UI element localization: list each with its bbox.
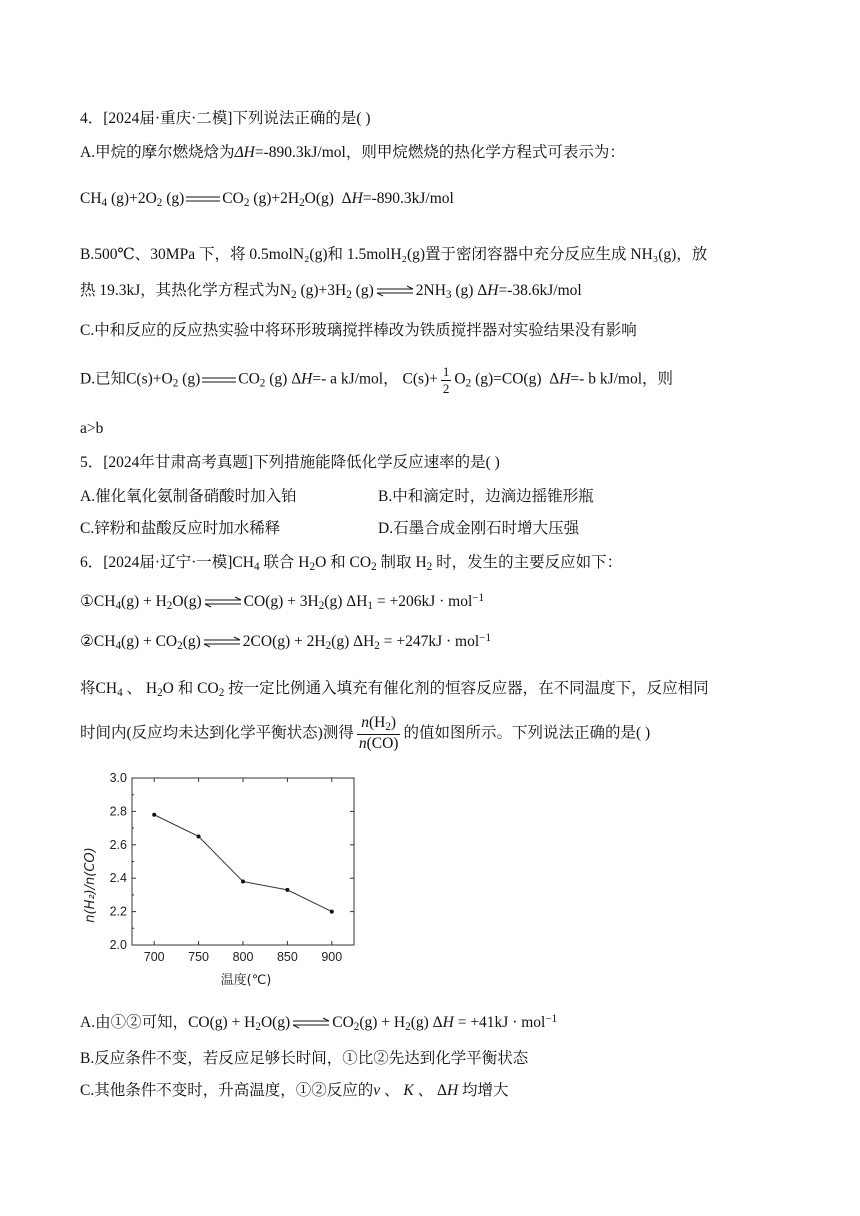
y-tick-label: 2.4 — [109, 871, 127, 886]
q6-r2-value: = +247kJ · mol — [383, 633, 480, 651]
q6-header-mid1: 联合 — [263, 554, 295, 571]
x-tick-label: 850 — [276, 950, 298, 964]
q6-a-text-pre: A.由①②可知， — [80, 1014, 189, 1031]
q4-b-text-pre: 热 19.3kJ，其热化学方程式为 — [80, 282, 280, 299]
q5-option-a: A.催化氧化氨制备硝酸时加入铂 — [80, 488, 297, 505]
q6-option-c: C.其他条件不变时，升高温度，①②反应的v 、 K 、 ΔH 均增大 — [80, 1082, 509, 1099]
y-axis-ticks — [110, 771, 354, 952]
q6-intro1-pre: 将 — [80, 680, 96, 697]
q6-intro2-pre: 时间内(反应均未达到化学平衡状态)测得 — [80, 724, 354, 742]
x-tick-label: 900 — [321, 950, 343, 964]
y-tick-label: 2.0 — [109, 938, 127, 952]
y-tick-label: 2.6 — [109, 837, 127, 852]
q6-option-b: B.反应条件不变，若反应足够长时间，①比②先达到化学平衡状态 — [80, 1050, 529, 1067]
data-point — [330, 910, 334, 914]
q5-option-d: D.石墨合成金刚石时增大压强 — [378, 520, 580, 537]
q4-option-b-line1: B.500℃、30MPa 下，将 0.5molN₂(g)和 1.5molH₂(g)置于密闭容器中充分反应生成 NH₃(g)，放 — [80, 246, 708, 263]
q4-option-c: C.中和反应的反应热实验中将环形玻璃搅拌棒改为铁质搅拌器对实验结果没有影响 — [80, 322, 637, 339]
data-point — [241, 880, 245, 884]
q4-d-text-pre: D.已知 — [80, 370, 127, 388]
q6-intro-line2: 时间内(反应均未达到化学平衡状态)测得 $\frac{n(H_2)}{n(CO)}$ 的值如图所示。下列说法正确的是( ) — [80, 714, 651, 753]
q5-header: 5．[2024年甘肃高考真题]下列措施能降低化学反应速率的是( ) — [80, 454, 500, 471]
y-tick-label: 2.8 — [109, 804, 127, 819]
data-point — [152, 813, 156, 817]
q4-a-eq-value: =-890.3kJ/mol — [362, 190, 454, 207]
q4-a-equation: $CH_4$ $(g)+2O_2$ (g) $CO_2$ $(g)+2H_2O(g)$ ΔH=-890.3kJ/mol — [80, 190, 454, 209]
series-line — [154, 815, 332, 912]
q6-c-text-pre: C.其他条件不变时，升高温度，①②反应的 — [80, 1082, 374, 1099]
q6-intro1-mid: 和 — [177, 680, 194, 697]
q4-b-eq-value: =-38.6kJ/mol — [498, 282, 582, 299]
q6-header-pre: 6．[2024届·辽宁·一模] — [80, 554, 233, 571]
q6-intro2-post: 的值如图所示。下列说法正确的是( ) — [403, 724, 651, 742]
q4-d-value-2: =- b kJ/mol，则 — [570, 370, 674, 388]
q6-header-mid3: 制取 — [380, 554, 412, 571]
q4-a-text-pre: A.甲烷的摩尔燃烧焓为 — [80, 144, 235, 161]
q6-intro1-post: 按一定比例通入填充有催化剂的恒容反应器，在不同温度下，反应相同 — [228, 680, 709, 697]
q6-r2-label: ② — [80, 633, 94, 651]
q6-reaction-2: $②CH_4(g) + CO_2(g) 2CO(g) + 2H_2(g) \Delta H_2 = +247kJ \cdot mol^{-1}$ — [80, 632, 492, 652]
q4-option-b-line2: 热 19.3kJ，其热化学方程式为$N_2$ $(g)+3H_2$ (g) $2NH_3$ (g) ΔH=-38.6kJ/mol — [80, 282, 582, 301]
y-axis-title: n(H₂)/n(CO) — [83, 847, 98, 923]
q6-r1-value: = +206kJ · mol — [376, 593, 473, 611]
q5-option-c: C.锌粉和盐酸反应时加水稀释 — [80, 520, 281, 537]
plot-frame — [132, 778, 354, 945]
chart-frame — [132, 778, 354, 945]
q6-header-post: 时，发生的主要反应如下： — [436, 554, 623, 571]
q6-c-sep-2: 、 — [417, 1082, 434, 1099]
q6-a-value: = +41kJ · mol — [457, 1014, 546, 1031]
y-tick-label: 2.2 — [109, 904, 127, 919]
q6-c-sep-1: 、 — [383, 1082, 400, 1099]
q4-option-d: D.已知$C(s)+O_2$ (g) $CO_2$ (g) ΔH=- a kJ/mol， C(s)+ $\frac{1}{2}$ $O_2$ (g)=CO(g) ΔH=- b kJ/mol，则 — [80, 364, 674, 396]
q6-option-a: A.由①②可知，$CO(g) + H_2O(g) CO_2(g) + H_2(g) \Delta H = +41kJ \cdot mol^{-1}$ — [80, 1012, 558, 1033]
x-tick-label: 700 — [143, 950, 165, 964]
q5-option-b: B.中和滴定时，边滴边摇锥形瓶 — [378, 488, 594, 505]
ratio-temperature-chart — [80, 768, 360, 996]
q6-reaction-1: $①CH_4(g) + H_2O(g) CO(g) + 3H_2(g) \Delta H_1 = +206kJ \cdot mol^{-1}$ — [80, 592, 485, 612]
y-tick-label: 3.0 — [109, 771, 127, 785]
q6-intro-line1: 将$CH_4$ 、 $H_2O$ 和 $CO_2$ 按一定比例通入填充有催化剂的恒容反应器，在不同温度下，反应相同 — [80, 680, 709, 699]
q4-header: 4．[2024届·重庆·二模]下列说法正确的是( ) — [80, 110, 371, 127]
data-point — [285, 888, 289, 892]
x-tick-label: 750 — [188, 950, 210, 964]
q6-c-text-post: 均增大 — [462, 1082, 509, 1099]
q6-header: 6．[2024届·辽宁·一模]$CH_4$ 联合 $H_2O$ 和 $CO_2$ 制取 $H_2$ 时，发生的主要反应如下： — [80, 554, 623, 573]
q6-r1-label: ① — [80, 593, 94, 611]
q4-d-value-1: =- a kJ/mol， — [312, 370, 399, 388]
x-axis-title: 温度(℃) — [220, 973, 272, 988]
q4-option-d-line2: a>b — [80, 420, 104, 437]
x-axis-ticks — [144, 778, 343, 964]
q4-a-text-post: =-890.3kJ/mol，则甲烷燃烧的热化学方程式可表示为： — [254, 144, 625, 161]
data-point — [197, 834, 201, 838]
x-tick-label: 800 — [232, 950, 254, 964]
q6-header-mid2: 和 — [330, 554, 346, 571]
chart-series — [152, 813, 334, 914]
q4-option-a: A.甲烷的摩尔燃烧焓为ΔH=-890.3kJ/mol，则甲烷燃烧的热化学方程式可表示为： — [80, 144, 625, 161]
